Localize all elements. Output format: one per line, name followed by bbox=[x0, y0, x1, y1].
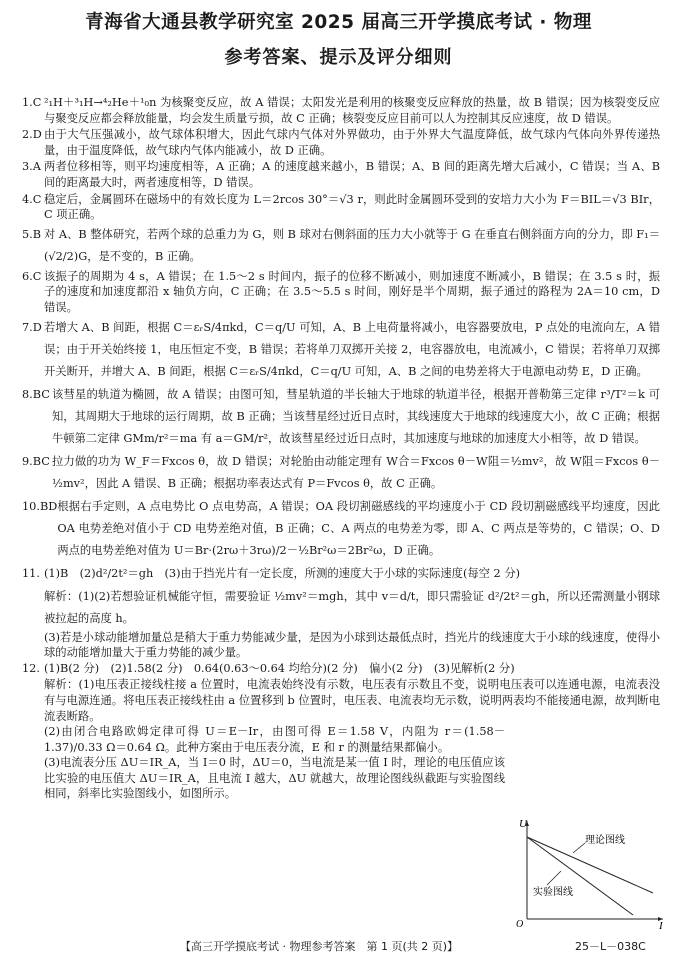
origin-label: O bbox=[516, 919, 524, 930]
answer-item-8 bbox=[22, 384, 660, 450]
experiment-line bbox=[527, 837, 633, 915]
answer-item-4 bbox=[22, 192, 660, 223]
answer-number: 10.BD bbox=[22, 499, 58, 513]
answer-text: 稳定后，金属圆环在磁场中的有效长度为 L＝2rcos 30°＝√3 r，则此时金属圆环受到的安培力大小为 F＝BIL＝√3 BIr，C 项正确。 bbox=[44, 192, 660, 222]
q11-analysis: 解析：(1)(2)若想验证机械能守恒，需要验证 ½mv²＝mgh，其中 v＝d/t，即只需验证 d²/2t²＝gh，所以还需测量小钢球被拉起的高度 h。 bbox=[44, 589, 660, 625]
answer-number: 5.B bbox=[22, 227, 42, 241]
answer-text: ²₁H＋³₁H→⁴₂He＋¹₀n 为核聚变反应，故 A 错误；太阳发光是利用的核聚变反应释放的热量，故 B 错误；因为核裂变反应与聚变反应都会释放能量，均会发生质量亏损，故 C 正确；核裂变反应目前可以人为控制其反应速度，故 D 错误。 bbox=[44, 96, 660, 125]
answer-text: (1)B (2)d²/2t²＝gh (3)由于挡光片有一定长度，所测的速度大于小球的实际速度(每空 2 分) bbox=[44, 566, 521, 580]
page-title: 青海省大通县教学研究室 2025 届高三开学摸底考试 · 物理 bbox=[85, 12, 592, 33]
answer-text: 两者位移相等，则平均速度相等，A 正确；A 的速度越来越小，B 错误；A、B 间的距离先增大后减小，C 错误；当 A、B 间的距离最大时，两者速度相等，D 错误。 bbox=[44, 160, 660, 189]
answer-item-6 bbox=[22, 269, 660, 316]
answer-number: 4.C bbox=[22, 192, 42, 206]
x-axis-label: I bbox=[659, 920, 663, 930]
answer-item-12 bbox=[22, 661, 660, 677]
answer-number: 2.D bbox=[22, 128, 42, 142]
answer-number: 12. bbox=[22, 661, 40, 675]
footer-code: 25－L－038C bbox=[575, 940, 646, 953]
answer-item-1 bbox=[22, 95, 660, 126]
q12-analysis-1: 解析：(1)电压表正接线柱接 a 位置时，电流表始终没有示数，电压表有示数且不变，说明电压表可以连通电源，电流表没有与电源连通。将电压表正接线柱由 a 位置移到 b 位置时，电压表、电流表均无示数，说明两表均不能接通电源，故判断电流表断路。 bbox=[44, 678, 660, 723]
answer-item-2 bbox=[22, 127, 660, 158]
answer-item-9 bbox=[22, 451, 660, 495]
theory-leader bbox=[573, 843, 585, 853]
answer-number: 6.C bbox=[22, 269, 42, 283]
answer-number: 11. bbox=[22, 566, 40, 580]
answer-number: 3.A bbox=[22, 160, 41, 174]
answer-text: (1)B(2 分) (2)1.58(2 分) 0.64(0.63～0.64 均给分)(2 分) 偏小(2 分) (3)见解析(2 分) bbox=[44, 661, 515, 675]
answer-text: 根据右手定则，A 点电势比 O 点电势高，A 错误；OA 段切割磁感线的平均速度小于 CD 段切割磁感线平均速度，因此 OA 电势差绝对值小于 CD 电势差绝对值，B 正确；C、A 两点的电势差为零，即 A、C 两点是等势的，C 错误；O、D 两点的电势差绝对值为 U＝Br·(2rω＋3rω)/2－½Br²ω＝2Br²ω，D 正确。 bbox=[57, 499, 660, 557]
q12-analysis-3: (3)电流表分压 ΔU＝IR_A，当 I＝0 时，ΔU＝0，当电流是某一值 I 时，理论的电压值应该比实验的电压值大 ΔU＝IR_A，且电流 I 越大，ΔU 就越大，故理论图线纵截距与实验图线相同，斜率比实验图线小，如图所示。 bbox=[44, 756, 505, 801]
theory-line-label: 理论图线 bbox=[585, 835, 625, 846]
answer-text: 对 A、B 整体研究，若两个球的总重力为 G，则 B 球对右侧斜面的压力大小就等于 G 在垂直右侧斜面方向的分力，即 F₁＝(√2/2)G，是不变的，B 正确。 bbox=[44, 227, 660, 263]
experiment-line-label: 实验图线 bbox=[533, 887, 573, 898]
experiment-leader bbox=[547, 871, 561, 885]
footer-page-info: 【高三开学摸底考试 · 物理参考答案 第 1 页(共 2 页)】 bbox=[180, 940, 459, 953]
answer-text: 若增大 A、B 间距，根据 C＝εᵣS/4πkd，C＝q/U 可知，A、B 上电荷量将减小，电容器要放电，P 点处的电流向左，A 错误；由于开关始终接 1，电压恒定不变，B 错误；若将单刀双掷开关接 2，电容器放电，电流减小，C 错误；若将单刀双掷开关断开，并增大 A、B 间距，根据 C＝εᵣS/4πkd，C＝q/U 可知，A、B 之间的电势差将大于电源电动势 E，D 正确。 bbox=[44, 320, 660, 378]
answer-text: 该彗星的轨道为椭圆，故 A 错误；由图可知，彗星轨道的半长轴大于地球的轨道半径，根据开普勒第三定律 r³/T²＝k 可知，其周期大于地球的运行周期，故 B 正确；当该彗星经过近日点时，其线速度大于地球的线速度大小，故 C 正确；根据牛顿第二定律 GMm/r²＝ma 有 a＝GM/r²，故该彗星经过近日点时，其加速度与地球的加速度大小相等，故 D 错误。 bbox=[52, 387, 660, 445]
answer-item-11 bbox=[22, 563, 660, 585]
answer-item-5 bbox=[22, 224, 660, 268]
answer-number: 1.C bbox=[22, 96, 42, 109]
y-axis-label: U bbox=[519, 818, 527, 830]
answer-number: 8.BC bbox=[22, 387, 50, 401]
page-subtitle: 参考答案、提示及评分细则 bbox=[224, 47, 453, 68]
answer-text: 该振子的周期为 4 s，A 错误；在 1.5～2 s 时间内，振子的位移不断减小，则加速度不断减小，B 错误；在 3.5 s 时，振子的速度和加速度都沿 x 轴负方向，C 正确；在 3.5～5.5 s 时间，刚好是半个周期，振子通过的路程为 2A＝10 cm，D 错误。 bbox=[44, 269, 660, 314]
answer-item-10 bbox=[22, 496, 660, 562]
q11-analysis-3: (3)若是小球动能增加量总是稍大于重力势能减少量，是因为小球到达最低点时，挡光片的线速度大于小球的线速度，使得小球的动能增加量大于重力势能的减少量。 bbox=[44, 630, 660, 660]
answer-item-3 bbox=[22, 159, 660, 190]
answer-item-7 bbox=[22, 317, 660, 383]
answer-list bbox=[22, 95, 660, 802]
answer-number: 9.BC bbox=[22, 454, 50, 468]
ui-graph bbox=[513, 815, 668, 930]
answer-number: 7.D bbox=[22, 320, 42, 334]
answer-text: 拉力做的功为 W_F＝Fxcos θ，故 D 错误；对轮胎由动能定理有 W合＝Fxcos θ－W阻＝½mv²，故 W阻＝Fxcos θ－½mv²，因此 A 错误、B 正确；根据功率表达式有 P＝Fvcos θ，故 C 正确。 bbox=[52, 454, 660, 490]
q12-analysis-2: (2)由闭合电路欧姆定律可得 U＝E－Ir，由图可得 E＝1.58 V，内阻为 r＝(1.58－1.37)/0.33 Ω＝0.64 Ω。此种方案由于电压表分流，E 和 r 的测量结果都偏小。 bbox=[44, 725, 505, 754]
answer-text: 由于大气压强减小，故气球体积增大，因此气球内气体对外界做功，由于外界大气温度降低，故气球内气体向外界传递热量，由于温度降低，故气球内气体内能减小，故 D 正确。 bbox=[44, 128, 660, 157]
